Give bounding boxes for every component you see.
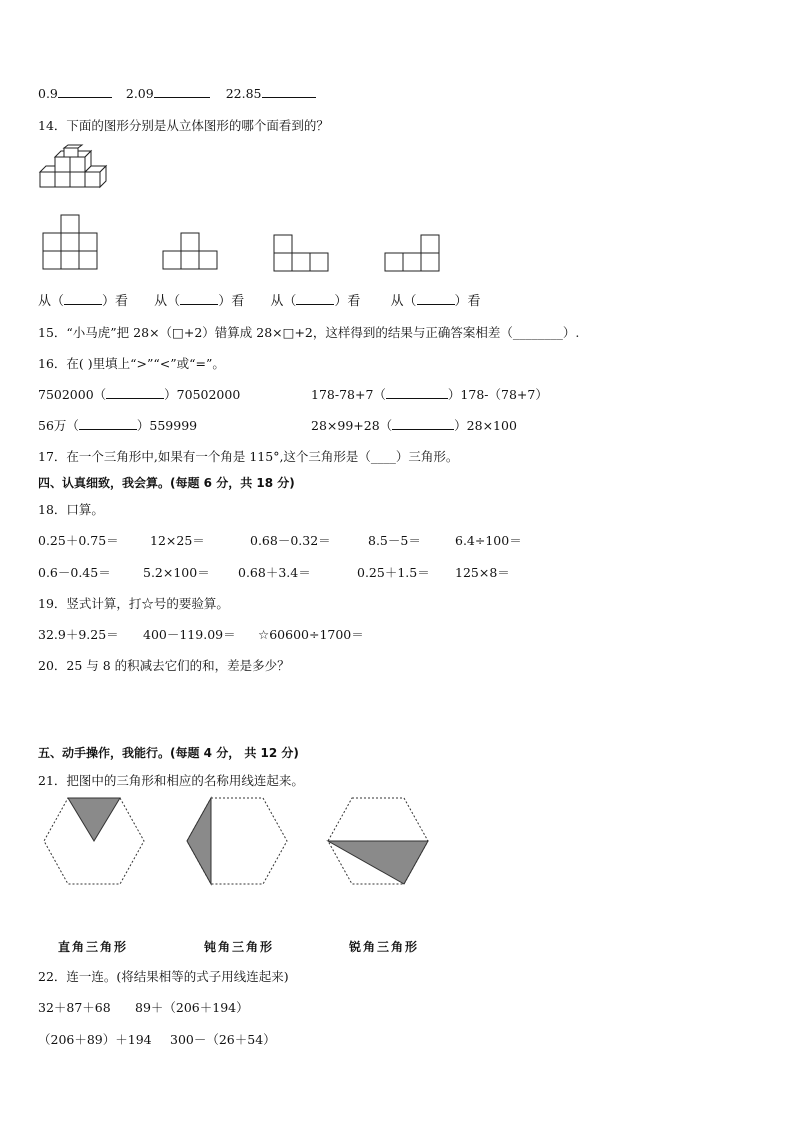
hexagon-right-triangle-figure	[43, 797, 145, 885]
q14-title: 14．下面的图形分别是从立体图形的哪个面看到的？	[38, 118, 329, 133]
from-label: 从（	[270, 294, 297, 309]
view-shape-3-icon	[274, 234, 330, 272]
answer-blank[interactable]	[64, 292, 102, 305]
hexagon-obtuse-triangle-figure	[186, 797, 288, 885]
q20-text: 20．25 与 8 的积减去它们的和，差是多少？	[38, 658, 290, 673]
look-label: ）看	[218, 294, 245, 309]
q16-title: 16．在( )里填上“>”“<”或“=”。	[38, 356, 225, 371]
q16-row2-a	[38, 416, 197, 434]
q13-line	[38, 85, 316, 101]
view-shape-4-icon	[385, 234, 441, 272]
compare-right: ）70502000	[164, 387, 241, 402]
answer-blank[interactable]	[58, 85, 112, 98]
q22-expression[interactable]: 32＋87＋68	[38, 1000, 111, 1015]
compare-right: ）28×100	[454, 418, 517, 433]
answer-blank[interactable]	[79, 417, 137, 430]
q14-answer-row	[38, 290, 481, 309]
look-label: ）看	[334, 294, 361, 309]
answer-blank[interactable]	[392, 417, 454, 430]
q18-title: 18．口算。	[38, 502, 104, 517]
from-label: 从（	[390, 294, 417, 309]
q17-text: 17．在一个三角形中,如果有一个角是 115°,这个三角形是（____）三角形。	[38, 449, 459, 464]
q18-row1-item: 6.4÷100＝	[455, 533, 522, 548]
q22-expression[interactable]: 89＋（206＋194）	[135, 1000, 249, 1015]
q19-item: 400－119.09＝	[143, 627, 236, 642]
q16-row2-b	[311, 416, 517, 434]
q13-value-b: 2.09	[125, 86, 154, 101]
q22-expression[interactable]: （206＋89）＋194	[38, 1032, 152, 1047]
answer-blank[interactable]	[386, 386, 448, 399]
q19-title: 19．竖式计算，打☆号的要验算。	[38, 596, 229, 611]
from-label: 从（	[154, 294, 181, 309]
q18-row2-item: 5.2×100＝	[143, 565, 210, 580]
view-shape-1-icon	[43, 214, 99, 270]
hexagon-acute-triangle-figure	[327, 797, 429, 885]
label-right-triangle: 直角三角形	[58, 940, 129, 954]
look-label: ）看	[454, 294, 481, 309]
label-obtuse-triangle: 钝角三角形	[204, 940, 275, 954]
q13-value-c: 22.85	[225, 86, 262, 101]
compare-right: ）559999	[136, 418, 198, 433]
label-acute-triangle: 锐角三角形	[349, 940, 420, 954]
q16-row1-b	[311, 385, 548, 403]
q18-row2-item: 0.68＋3.4＝	[238, 565, 311, 580]
compare-left: 178-78+7（	[311, 387, 386, 402]
q22-title: 22．连一连。(将结果相等的式子用线连起来)	[38, 969, 289, 984]
answer-blank[interactable]	[154, 85, 210, 98]
answer-blank[interactable]	[106, 386, 164, 399]
q15-text: 15．“小马虎”把 28×（□+2）错算成 28×□+2，这样得到的结果与正确答案相差（________）.	[38, 325, 580, 340]
section-5-heading: 五、动手操作，我能行。(每题 4 分， 共 12 分)	[38, 746, 299, 760]
q18-row2-item: 0.25＋1.5＝	[357, 565, 430, 580]
q18-row2-item: 0.6－0.45＝	[38, 565, 111, 580]
q18-row1-item: 0.25＋0.75＝	[38, 533, 119, 548]
q22-expression[interactable]: 300－（26＋54）	[170, 1032, 276, 1047]
answer-blank[interactable]	[180, 292, 218, 305]
q16-row1-a	[38, 385, 240, 403]
compare-left: 28×99+28（	[311, 418, 393, 433]
q18-row2-item: 125×8＝	[455, 565, 510, 580]
look-label: ）看	[102, 294, 129, 309]
q21-title: 21．把图中的三角形和相应的名称用线连起来。	[38, 773, 304, 788]
answer-blank[interactable]	[417, 292, 455, 305]
from-label: 从（	[38, 294, 65, 309]
q19-item: ☆60600÷1700＝	[258, 627, 364, 642]
q13-value-a: 0.9	[38, 86, 58, 101]
compare-left: 7502000（	[38, 387, 107, 402]
answer-blank[interactable]	[296, 292, 334, 305]
answer-blank[interactable]	[262, 85, 316, 98]
view-shape-2-icon	[163, 232, 219, 270]
solid-figure-icon	[38, 146, 110, 190]
compare-right: ）178-（78+7）	[447, 387, 548, 402]
compare-left: 56万（	[38, 418, 79, 433]
q19-item: 32.9＋9.25＝	[38, 627, 119, 642]
q18-row1-item: 12×25＝	[150, 533, 205, 548]
section-4-heading: 四、认真细致，我会算。(每题 6 分，共 18 分)	[38, 476, 295, 490]
q18-row1-item: 8.5－5＝	[368, 533, 421, 548]
q18-row1-item: 0.68－0.32＝	[250, 533, 331, 548]
